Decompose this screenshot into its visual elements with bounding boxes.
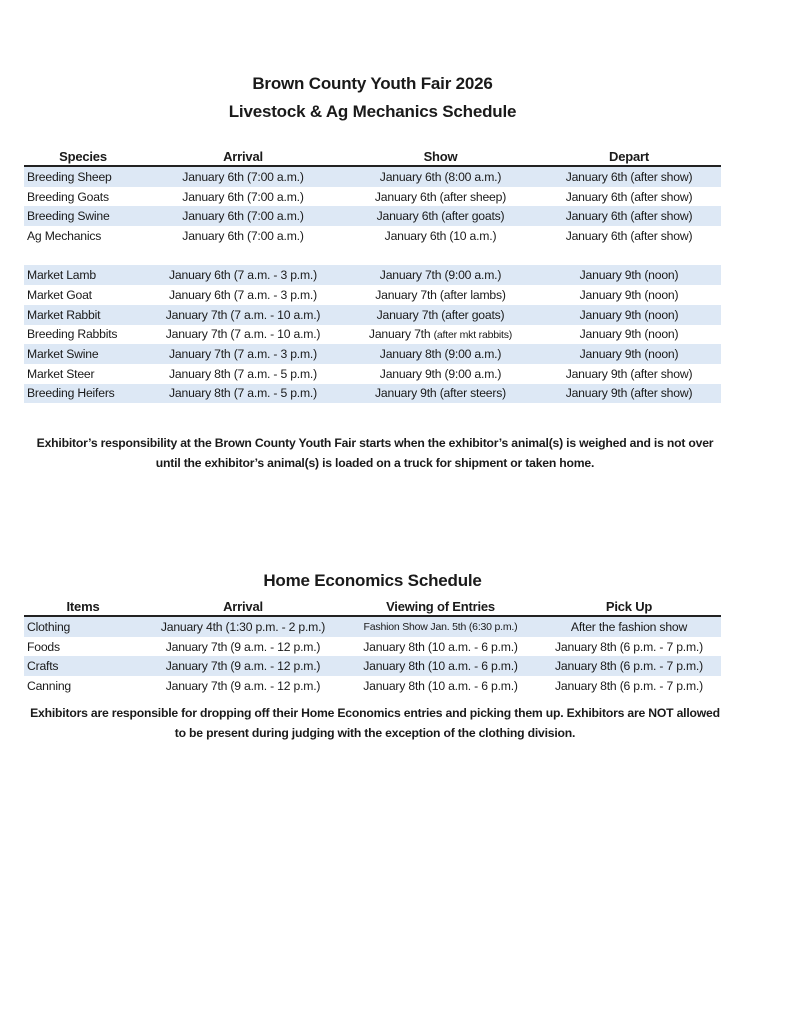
home-ec-note: Exhibitors are responsible for dropping off their Home Economics entries and picking them up. Exhibitors are NOT allowed to be present during judging with the exception of the clothing division.: [30, 706, 720, 740]
table-row: [24, 364, 721, 384]
species-cell: Breeding Heifers: [24, 384, 142, 404]
show-cell: January 8th (9:00 a.m.): [344, 344, 537, 364]
table-header: [24, 147, 721, 166]
spacer-row: [24, 246, 721, 266]
table-row: [24, 676, 721, 696]
depart-cell: January 6th (after show): [565, 189, 693, 204]
viewing-cell: Fashion Show Jan. 5th (6:30 p.m.): [344, 616, 537, 637]
table-header: [24, 597, 721, 616]
depart-cell: January 9th (noon): [537, 265, 721, 285]
species-cell: Market Goat: [27, 287, 92, 302]
home-ec-title: Home Economics Schedule: [263, 571, 482, 590]
species-cell: Breeding Swine: [24, 206, 142, 226]
item-cell: Clothing: [24, 616, 142, 637]
arrival-cell: January 6th (7:00 a.m.): [182, 189, 304, 204]
arrival-cell: January 7th (7 a.m. - 10 a.m.): [165, 327, 321, 342]
show-cell: January 6th (8:00 a.m.): [344, 166, 537, 187]
header-viewing: Viewing of Entries: [344, 597, 537, 616]
arrival-cell: January 6th (7:00 a.m.): [182, 228, 304, 243]
header-arrival: Arrival: [142, 147, 344, 166]
header-items: Items: [24, 597, 142, 616]
show-cell: January 6th (after sheep): [374, 189, 507, 204]
show-cell: January 6th (10 a.m.): [384, 228, 497, 243]
species-cell: Market Steer: [27, 366, 95, 381]
table-row: [24, 616, 721, 637]
species-cell: Market Swine: [24, 344, 142, 364]
depart-cell: January 9th (after show): [565, 366, 693, 381]
table-row: [24, 384, 721, 404]
header-species: Species: [24, 147, 142, 166]
table-row: [24, 166, 721, 187]
species-cell: Market Lamb: [24, 265, 142, 285]
depart-cell: January 9th (noon): [537, 305, 721, 325]
table-row: [24, 656, 721, 676]
arrival-cell: January 6th (7 a.m. - 3 p.m.): [142, 265, 344, 285]
livestock-table: [24, 147, 721, 403]
show-note: (after mkt rabbits): [433, 329, 513, 342]
item-cell: Foods: [27, 639, 60, 654]
pickup-cell: January 8th (6 p.m. - 7 p.m.): [555, 639, 703, 654]
table-row: [24, 226, 721, 246]
depart-cell: January 6th (after show): [537, 206, 721, 226]
arrival-cell: January 7th (7 a.m. - 3 p.m.): [142, 344, 344, 364]
livestock-schedule-title: Livestock & Ag Mechanics Schedule: [228, 102, 517, 121]
spacer: [24, 246, 721, 266]
header-show: Show: [344, 147, 537, 166]
depart-cell: January 9th (noon): [579, 327, 679, 342]
pickup-cell: After the fashion show: [537, 616, 721, 637]
table-row: [24, 206, 721, 226]
species-cell: Market Rabbit: [24, 305, 142, 325]
table-row: [24, 187, 721, 207]
species-cell: Ag Mechanics: [27, 228, 102, 243]
species-cell: Breeding Goats: [27, 189, 109, 204]
show-date: January 7th: [368, 327, 431, 342]
exhibitor-responsibility-note: Exhibitor’s responsibility at the Brown County Youth Fair starts when the exhibitor’s animal(s) is weighed and is not over until the exhibitor’s animal(s) is loaded on a truck for shipment or taken home.: [36, 436, 714, 470]
depart-cell: January 6th (after show): [537, 166, 721, 187]
pickup-cell: January 8th (6 p.m. - 7 p.m.): [555, 678, 703, 693]
table-row: [24, 285, 721, 305]
arrival-cell: January 6th (7 a.m. - 3 p.m.): [169, 287, 317, 302]
arrival-cell: January 7th (9 a.m. - 12 p.m.): [165, 639, 321, 654]
pickup-cell: January 8th (6 p.m. - 7 p.m.): [537, 656, 721, 676]
arrival-cell: January 8th (7 a.m. - 5 p.m.): [169, 366, 317, 381]
arrival-cell: January 7th (7 a.m. - 10 a.m.): [142, 305, 344, 325]
item-cell: Crafts: [24, 656, 142, 676]
table-row: [24, 325, 721, 345]
depart-cell: January 9th (noon): [537, 344, 721, 364]
arrival-cell: January 4th (1:30 p.m. - 2 p.m.): [142, 616, 344, 637]
show-cell: January 7th (after lambs): [375, 287, 506, 302]
arrival-cell: January 7th (9 a.m. - 12 p.m.): [165, 678, 321, 693]
fair-title: Brown County Youth Fair 2026: [252, 74, 493, 93]
table-row: [24, 265, 721, 285]
viewing-cell: January 8th (10 a.m. - 6 p.m.): [363, 639, 518, 654]
species-cell: Breeding Rabbits: [27, 327, 118, 342]
home-ec-table: [24, 597, 721, 696]
header-pickup: Pick Up: [537, 597, 721, 616]
depart-cell: January 6th (after show): [565, 228, 693, 243]
depart-cell: January 9th (noon): [579, 287, 679, 302]
viewing-cell: January 8th (10 a.m. - 6 p.m.): [344, 656, 537, 676]
arrival-cell: January 6th (7:00 a.m.): [142, 206, 344, 226]
show-cell: [344, 325, 537, 345]
table-row: [24, 305, 721, 325]
arrival-cell: January 8th (7 a.m. - 5 p.m.): [142, 384, 344, 404]
show-cell: January 9th (after steers): [344, 384, 537, 404]
table-row: [24, 344, 721, 364]
table-row: [24, 637, 721, 657]
species-cell: Breeding Sheep: [24, 166, 142, 187]
depart-cell: January 9th (after show): [537, 384, 721, 404]
arrival-cell: January 7th (9 a.m. - 12 p.m.): [142, 656, 344, 676]
show-cell: January 7th (9:00 a.m.): [344, 265, 537, 285]
arrival-cell: January 6th (7:00 a.m.): [142, 166, 344, 187]
show-cell: January 7th (after goats): [344, 305, 537, 325]
show-cell: January 6th (after goats): [344, 206, 537, 226]
header-arrival: Arrival: [142, 597, 344, 616]
header-depart: Depart: [537, 147, 721, 166]
item-cell: Canning: [27, 678, 71, 693]
show-cell: January 9th (9:00 a.m.): [379, 366, 502, 381]
viewing-cell: January 8th (10 a.m. - 6 p.m.): [363, 678, 518, 693]
